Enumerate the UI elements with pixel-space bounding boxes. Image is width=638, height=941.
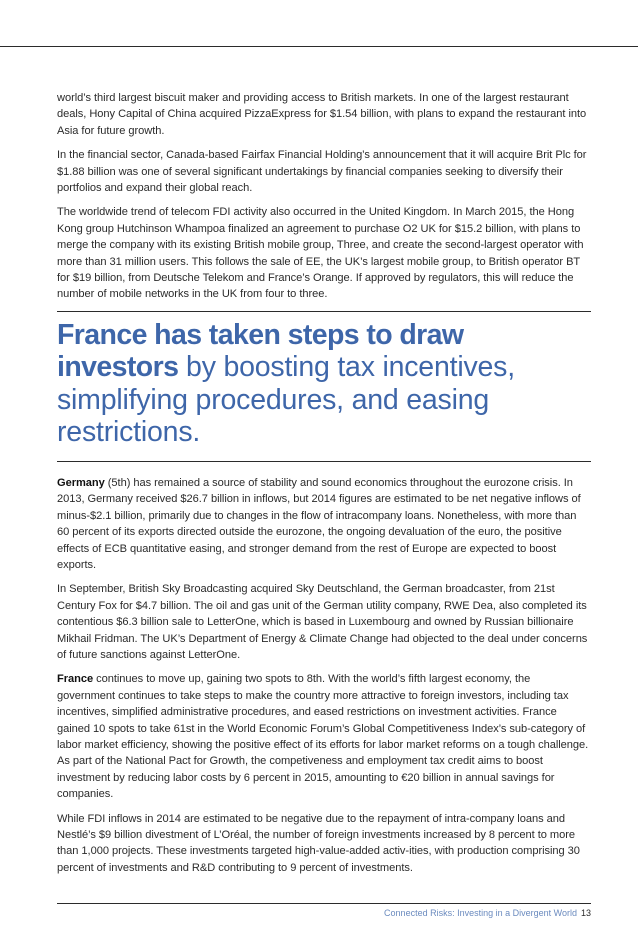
paragraph-biscuit-deal: world’s third largest biscuit maker and providing access to British markets. In one of the largest restaurant deals, Hony Capital of China acquired PizzaExpress for $1.54 billion, with plans to expand the restaurant into Asia for future growth. [57,92,587,137]
country-name-germany: Germany [57,476,105,489]
pullquote-bottom-rule [57,461,591,462]
pullquote-top-rule [57,311,591,312]
page-footer [384,908,591,918]
paragraph-telecom-fdi: The worldwide trend of telecom FDI activity also occurred in the United Kingdom. In March 2015, the Hong Kong group Hutchinson Whampoa finalized an agreement to purchase O2 UK for $15.2 billion, with plans to merge the company with its existing British mobile group, Three, and create the second-largest operator with more than 31 million users. This follows the sale of EE, the UK’s largest mobile group, to British operator BT for $19 billion, from Deutsche Telekom and France’s Orange. If approved by regulators, this will reduce the number of mobile networks in the UK from four to three. [57,206,584,301]
header-rule [0,46,638,47]
paragraph-germany [57,475,591,573]
paragraph-fdi-inflows: While FDI inflows in 2014 are estimated to be negative due to the repayment of intra-company loans and Nestlé’s $9 billion divestment of L’Oréal, the number of foreign investments increased by 8 percent to more than 1,000 projects. These investments targeted high-value-added activ-ities, with production comprising 30 percent of investments and R&D contributing to 9 percent of investments. [57,812,580,874]
footer-title: Connected Risks: Investing in a Divergent World [384,908,577,918]
page-number: 13 [580,908,591,918]
paragraph-france [57,671,591,802]
paragraph-financial-sector: In the financial sector, Canada-based Fairfax Financial Holding’s announcement that it will acquire Brit Plc for $1.88 billion was one of several significant undertakings by financial companies seeking to diversify their portfolios and expand their global reach. [57,149,587,195]
footer-rule [57,903,591,904]
pullquote-rest: by boosting tax incentives, simplifying procedures, and easing restrictions. [57,351,515,449]
article-body [57,90,591,884]
germany-text: (5th) has remained a source of stability and sound economics throughout the eurozone crisis. In 2013, Germany received $26.7 billion in inflows, but 2014 figures are estimated to be net negative inflows of minus-$2.1 billion, primarily due to changes in the flow of intracompany loans. Nonetheless, with more than 60 percent of its exports directed outside the eurozone, the ongoing devaluation of the euro, the positive effects of ECB quantitative easing, and stronger demand from the rest of Europe are expected to boost exports. [57,476,581,571]
country-name-france: France [57,673,94,686]
pullquote-lead: France has taken steps to draw investors [57,318,464,384]
pullquote [57,319,591,449]
paragraph-sky-deal: In September, British Sky Broadcasting acquired Sky Deutschland, the German broadcaster, from 21st Century Fox for $4.7 billion. The oil and gas unit of the German utility company, RWE Dea, also completed its contentious $6.3 billion sale to LetterOne, which is based in Luxembourg and owned by Russian billionaire Mikhail Fridman. The UK’s Department of Energy & Climate Change had objected to the deal under concerns of future sanctions against LetterOne. [57,583,588,661]
france-text: continues to move up, gaining two spots to 8th. With the world’s fifth largest economy, the government continues to take steps to make the country more attractive to foreign investors, including tax incentives, simplified administrative procedures, and eased restrictions on investment activities. France gained 10 spots to take 61st in the World Economic Forum’s Global Competitiveness Index’s sub-category of labor market efficiency, showing the positive effect of its efforts for labor market reforms on a tough challenge. As part of the National Pact for Growth, the competiveness and employment tax credit aims to boost investment by reducing labor costs by 6 percent in 2015, amounting to €20 billion in annual savings for companies. [57,673,589,801]
